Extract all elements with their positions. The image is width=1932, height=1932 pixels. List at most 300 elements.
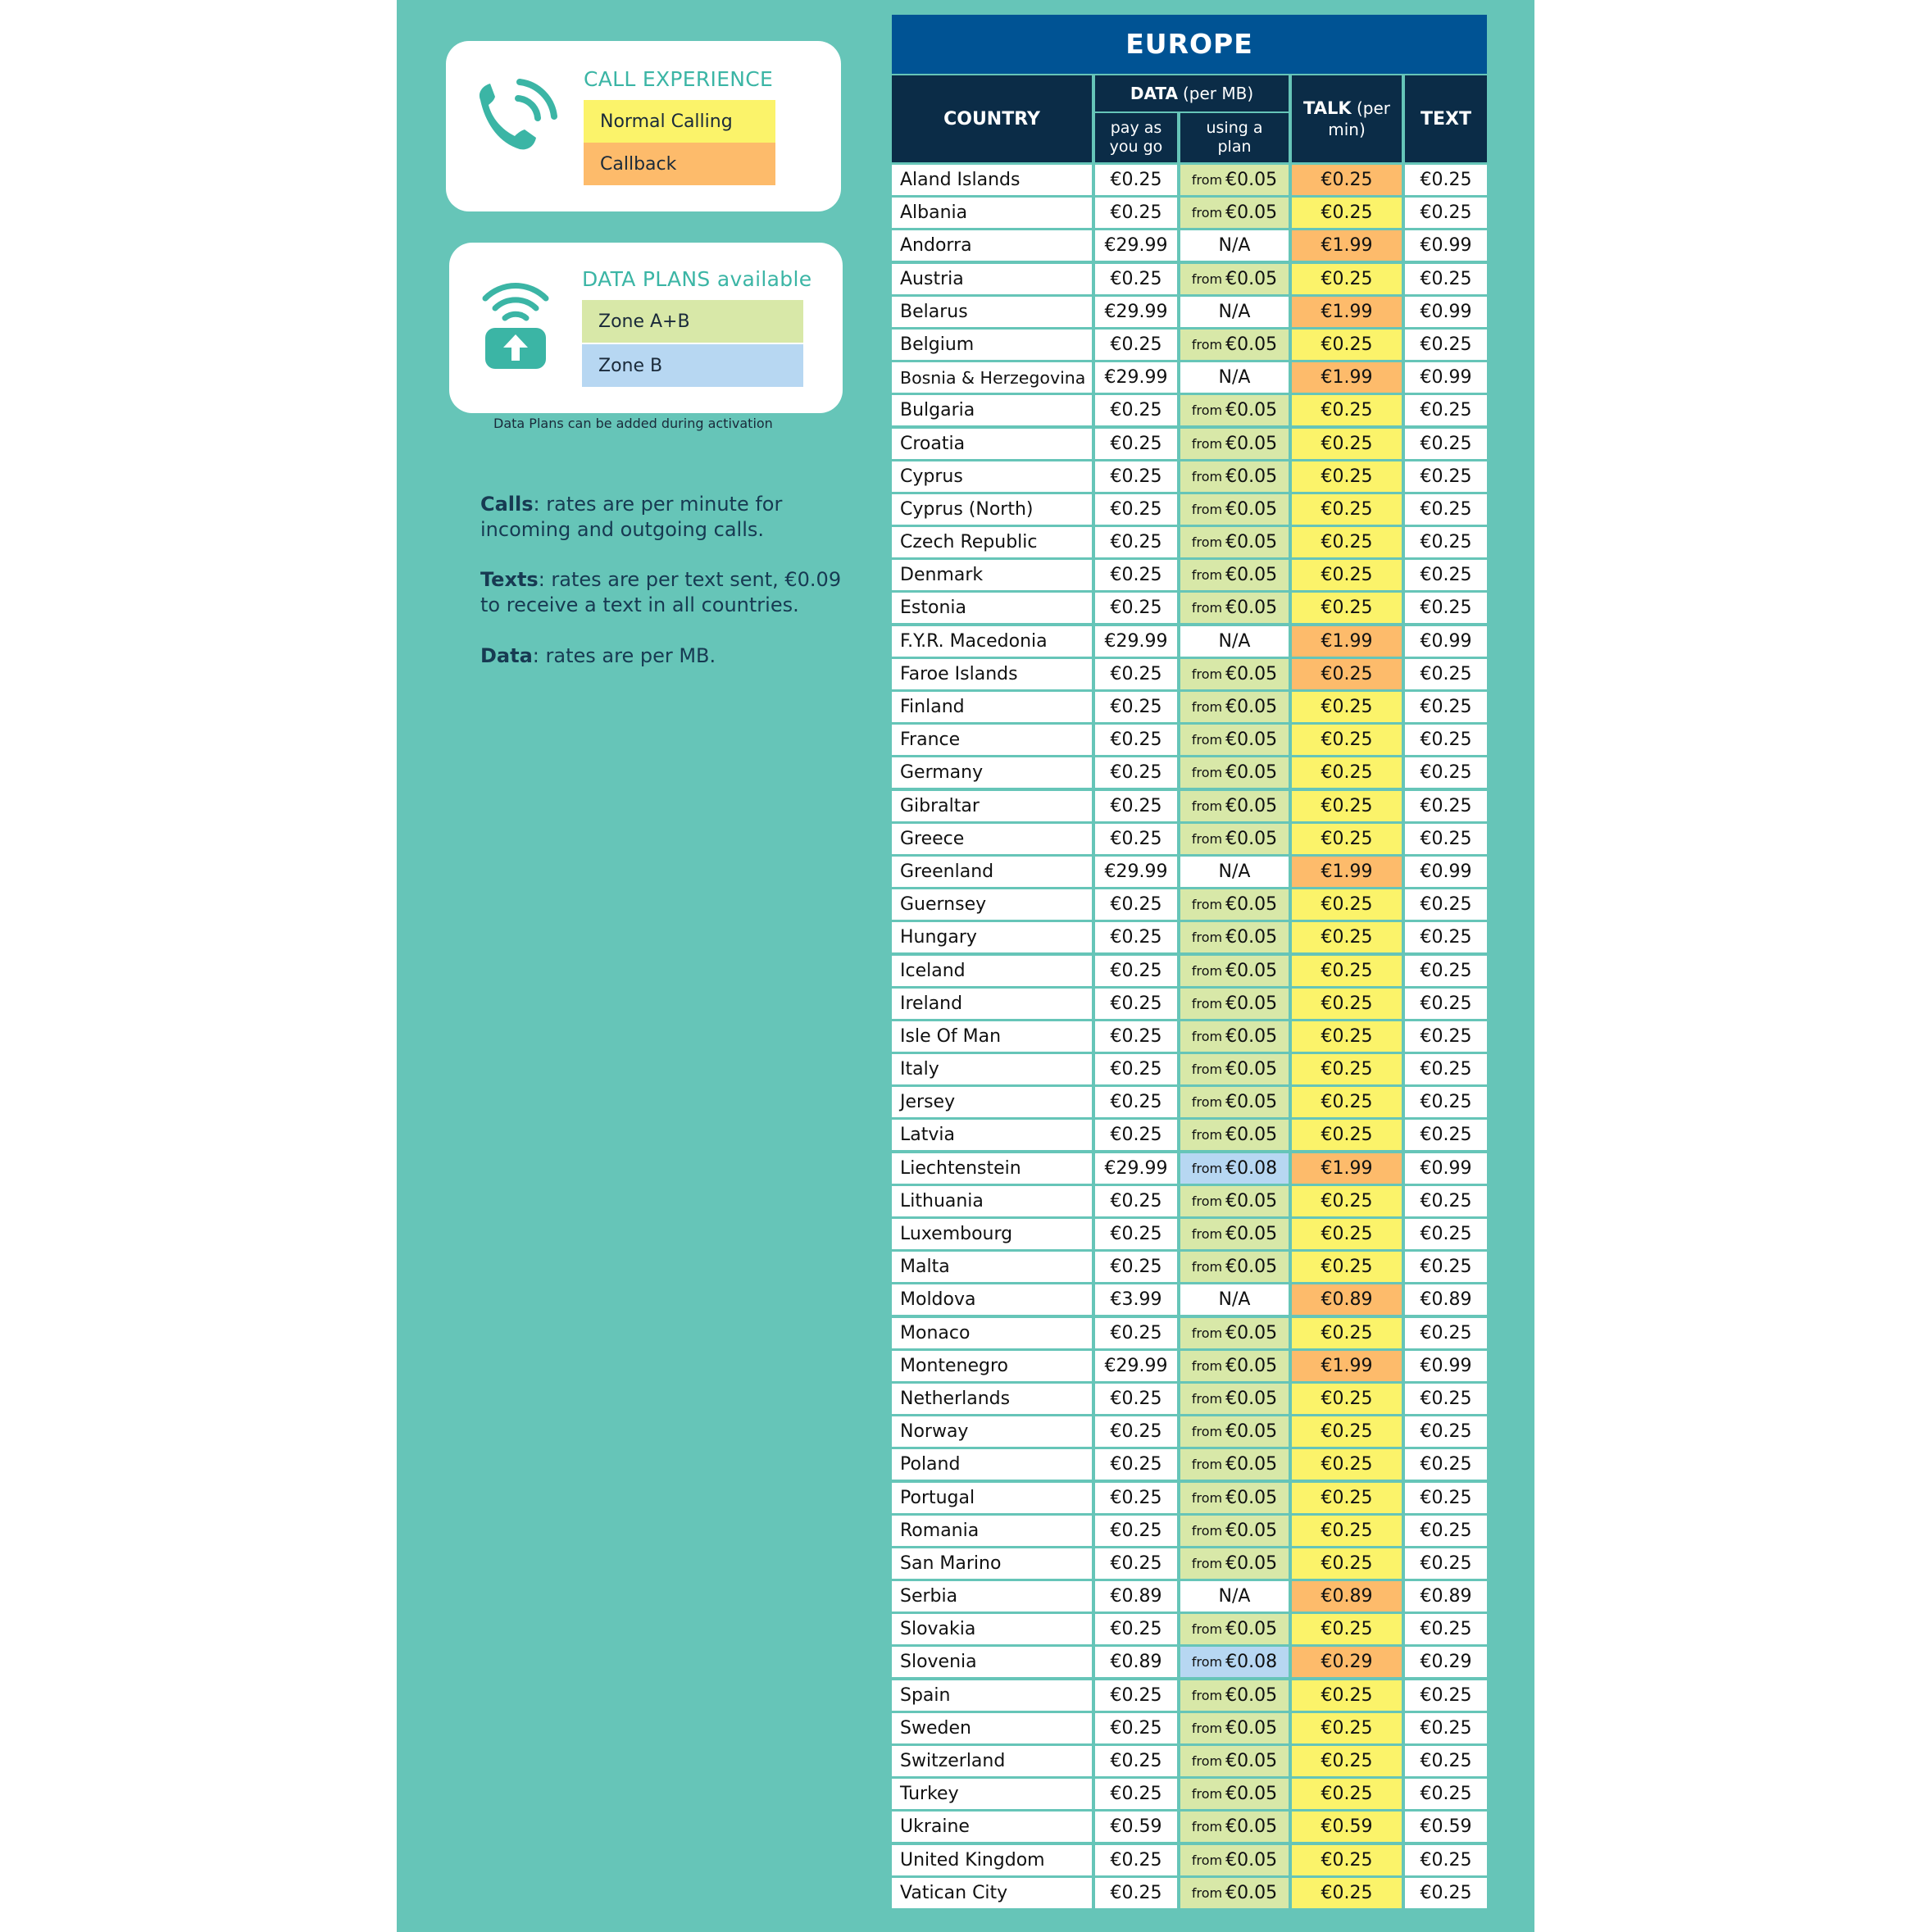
country-cell: Slovakia xyxy=(892,1614,1092,1644)
country-cell: Gibraltar xyxy=(892,791,1092,821)
talk-cell: €0.25 xyxy=(1292,1845,1402,1875)
table-row xyxy=(892,1809,1487,1842)
pay-as-you-go-cell: €0.25 xyxy=(1095,757,1177,788)
plan-value: €0.05 xyxy=(1225,1322,1278,1343)
header-using-a-plan: using a plan xyxy=(1180,113,1289,162)
table-row xyxy=(892,821,1487,854)
plan-cell xyxy=(1180,1284,1289,1315)
zone-ab-swatch: Zone A+B xyxy=(582,300,803,343)
from-label: from xyxy=(1191,765,1223,781)
plan-value: €0.05 xyxy=(1225,1717,1278,1739)
header-pay-as-you-go: pay as you go xyxy=(1095,113,1177,162)
text-cell: €0.25 xyxy=(1405,1449,1487,1480)
text-cell: €0.25 xyxy=(1405,1878,1487,1908)
calls-label: Calls xyxy=(480,493,534,516)
plan-value: €0.05 xyxy=(1225,532,1278,553)
plan-value: €0.05 xyxy=(1225,1421,1278,1443)
text-cell: €0.25 xyxy=(1405,198,1487,228)
plan-value: N/A xyxy=(1218,861,1251,882)
text-cell: €0.25 xyxy=(1405,1516,1487,1546)
country-cell: Czech Republic xyxy=(892,527,1092,557)
talk-cell: €0.25 xyxy=(1292,264,1402,294)
text-cell: €0.25 xyxy=(1405,1845,1487,1875)
plan-cell xyxy=(1180,989,1289,1019)
pay-as-you-go-cell: €0.25 xyxy=(1095,1021,1177,1052)
plan-cell xyxy=(1180,1581,1289,1612)
header-data xyxy=(1095,75,1289,111)
talk-cell: €0.25 xyxy=(1292,922,1402,952)
text-cell: €0.25 xyxy=(1405,494,1487,525)
text-cell: €0.25 xyxy=(1405,989,1487,1019)
pay-as-you-go-cell: €0.59 xyxy=(1095,1812,1177,1842)
table-row xyxy=(892,624,1487,657)
country-cell: Estonia xyxy=(892,593,1092,623)
table-row xyxy=(892,590,1487,623)
talk-cell: €0.25 xyxy=(1292,692,1402,722)
text-cell: €0.99 xyxy=(1405,362,1487,393)
table-row xyxy=(892,854,1487,887)
content-panel xyxy=(397,0,1534,1932)
country-cell: Belgium xyxy=(892,330,1092,360)
table-row xyxy=(892,1414,1487,1447)
text-cell: €0.25 xyxy=(1405,1779,1487,1809)
table-row xyxy=(892,755,1487,788)
from-label: from xyxy=(1191,1424,1223,1440)
calls-note xyxy=(480,492,857,543)
pay-as-you-go-cell: €0.25 xyxy=(1095,198,1177,228)
talk-cell: €0.25 xyxy=(1292,165,1402,195)
country-cell: Malta xyxy=(892,1252,1092,1282)
text-cell: €0.89 xyxy=(1405,1581,1487,1612)
plan-value: N/A xyxy=(1218,1586,1251,1607)
call-experience-legend xyxy=(446,41,841,211)
from-label: from xyxy=(1191,336,1223,352)
from-label: from xyxy=(1191,1357,1223,1374)
plan-cell xyxy=(1180,1548,1289,1579)
from-label: from xyxy=(1191,1259,1223,1275)
plan-cell xyxy=(1180,297,1289,327)
from-label: from xyxy=(1191,1786,1223,1802)
from-label: from xyxy=(1191,1193,1223,1209)
pay-as-you-go-cell: €0.25 xyxy=(1095,264,1177,294)
pay-as-you-go-cell: €29.99 xyxy=(1095,297,1177,327)
table-row xyxy=(892,327,1487,360)
text-cell: €0.25 xyxy=(1405,956,1487,986)
pay-as-you-go-cell: €0.89 xyxy=(1095,1581,1177,1612)
country-cell: San Marino xyxy=(892,1548,1092,1579)
plan-value: N/A xyxy=(1218,630,1251,652)
talk-cell: €0.25 xyxy=(1292,1779,1402,1809)
plan-cell xyxy=(1180,461,1289,492)
talk-cell: €1.99 xyxy=(1292,626,1402,657)
text-cell: €0.25 xyxy=(1405,922,1487,952)
country-cell: Moldova xyxy=(892,1284,1092,1315)
table-row xyxy=(892,261,1487,294)
table-row xyxy=(892,1711,1487,1743)
pay-as-you-go-cell: €0.25 xyxy=(1095,330,1177,360)
plan-cell xyxy=(1180,560,1289,590)
from-label: from xyxy=(1191,962,1223,979)
table-row xyxy=(892,1084,1487,1117)
header-talk xyxy=(1292,75,1402,162)
table-row xyxy=(892,1447,1487,1480)
country-cell: Norway xyxy=(892,1416,1092,1447)
plan-cell xyxy=(1180,1351,1289,1381)
plan-value: €0.05 xyxy=(1225,993,1278,1014)
plan-value: €0.05 xyxy=(1225,1751,1278,1771)
pay-as-you-go-cell: €29.99 xyxy=(1095,857,1177,887)
from-label: from xyxy=(1191,732,1223,748)
pay-as-you-go-cell: €0.25 xyxy=(1095,395,1177,425)
table-row xyxy=(892,1117,1487,1150)
text-cell: €0.25 xyxy=(1405,165,1487,195)
from-label: from xyxy=(1191,1390,1223,1407)
plan-value: €0.05 xyxy=(1225,1552,1278,1574)
pay-as-you-go-cell: €0.25 xyxy=(1095,956,1177,986)
text-cell: €0.25 xyxy=(1405,1252,1487,1282)
data-label: Data xyxy=(480,644,533,667)
table-row xyxy=(892,557,1487,590)
from-label: from xyxy=(1191,1325,1223,1341)
plan-cell xyxy=(1180,1153,1289,1184)
country-cell: Bosnia & Herzegovina xyxy=(892,362,1092,393)
talk-cell: €0.25 xyxy=(1292,593,1402,623)
table-row xyxy=(892,887,1487,920)
text-cell: €0.99 xyxy=(1405,857,1487,887)
pay-as-you-go-cell: €0.25 xyxy=(1095,1878,1177,1908)
table-row xyxy=(892,789,1487,821)
country-cell: Austria xyxy=(892,264,1092,294)
plan-cell xyxy=(1180,1087,1289,1117)
plan-cell xyxy=(1180,922,1289,952)
plan-value: N/A xyxy=(1218,1289,1251,1311)
plan-cell xyxy=(1180,429,1289,459)
europe-rates-table xyxy=(892,15,1487,1908)
talk-cell: €0.25 xyxy=(1292,989,1402,1019)
plan-value: €0.05 xyxy=(1225,1388,1278,1409)
text-cell: €0.25 xyxy=(1405,1054,1487,1084)
header-data-bold: DATA xyxy=(1130,84,1178,103)
from-label: from xyxy=(1191,1061,1223,1078)
plan-cell xyxy=(1180,725,1289,755)
table-row xyxy=(892,1776,1487,1809)
zone-b-swatch: Zone B xyxy=(582,344,803,387)
table-row xyxy=(892,1843,1487,1875)
country-cell: Hungary xyxy=(892,922,1092,952)
talk-cell: €1.99 xyxy=(1292,362,1402,393)
talk-cell: €0.25 xyxy=(1292,461,1402,492)
country-cell: Bulgaria xyxy=(892,395,1092,425)
text-cell: €0.25 xyxy=(1405,593,1487,623)
pay-as-you-go-cell: €0.25 xyxy=(1095,527,1177,557)
plan-value: €0.05 xyxy=(1225,1684,1278,1706)
plan-value: €0.05 xyxy=(1225,1224,1278,1244)
country-cell: United Kingdom xyxy=(892,1845,1092,1875)
from-label: from xyxy=(1191,1819,1223,1835)
plan-cell xyxy=(1180,494,1289,525)
country-cell: Slovenia xyxy=(892,1647,1092,1677)
talk-cell: €0.25 xyxy=(1292,757,1402,788)
pay-as-you-go-cell: €29.99 xyxy=(1095,230,1177,261)
pay-as-you-go-cell: €29.99 xyxy=(1095,1153,1177,1184)
country-cell: Ireland xyxy=(892,989,1092,1019)
plan-value: €0.05 xyxy=(1225,170,1278,190)
text-cell: €0.25 xyxy=(1405,1746,1487,1776)
from-label: from xyxy=(1191,930,1223,946)
plan-cell xyxy=(1180,692,1289,722)
plan-cell xyxy=(1180,527,1289,557)
country-cell: Jersey xyxy=(892,1087,1092,1117)
texts-note xyxy=(480,567,857,618)
phone-icon xyxy=(469,75,561,167)
pay-as-you-go-cell: €0.25 xyxy=(1095,989,1177,1019)
country-cell: Guernsey xyxy=(892,889,1092,920)
country-cell: Switzerland xyxy=(892,1746,1092,1776)
pay-as-you-go-cell: €0.25 xyxy=(1095,692,1177,722)
from-label: from xyxy=(1191,830,1223,847)
from-label: from xyxy=(1191,1753,1223,1769)
from-label: from xyxy=(1191,468,1223,484)
from-label: from xyxy=(1191,1226,1223,1242)
plan-cell xyxy=(1180,1713,1289,1743)
talk-cell: €1.99 xyxy=(1292,1153,1402,1184)
texts-label: Texts xyxy=(480,568,539,591)
table-row xyxy=(892,228,1487,261)
plan-cell xyxy=(1180,1318,1289,1348)
pay-as-you-go-cell: €0.25 xyxy=(1095,1120,1177,1150)
from-label: from xyxy=(1191,172,1223,188)
plan-cell xyxy=(1180,165,1289,195)
talk-cell: €0.25 xyxy=(1292,1416,1402,1447)
pay-as-you-go-cell: €0.25 xyxy=(1095,791,1177,821)
plan-cell xyxy=(1180,1416,1289,1447)
country-cell: Sweden xyxy=(892,1713,1092,1743)
plan-value: €0.05 xyxy=(1225,828,1278,849)
text-cell: €0.25 xyxy=(1405,330,1487,360)
plan-cell xyxy=(1180,1779,1289,1809)
country-cell: Lithuania xyxy=(892,1186,1092,1216)
country-cell: Greenland xyxy=(892,857,1092,887)
plan-cell xyxy=(1180,889,1289,920)
talk-cell: €0.25 xyxy=(1292,1713,1402,1743)
table-row xyxy=(892,525,1487,557)
table-row xyxy=(892,657,1487,689)
country-cell: Spain xyxy=(892,1680,1092,1711)
pay-as-you-go-cell: €0.25 xyxy=(1095,824,1177,854)
pay-as-you-go-cell: €0.89 xyxy=(1095,1647,1177,1677)
pay-as-you-go-cell: €0.25 xyxy=(1095,1614,1177,1644)
text-cell: €0.25 xyxy=(1405,1318,1487,1348)
text-cell: €0.59 xyxy=(1405,1812,1487,1842)
plan-value: €0.05 xyxy=(1225,1619,1278,1640)
table-row xyxy=(892,1151,1487,1184)
country-cell: Vatican City xyxy=(892,1878,1092,1908)
from-label: from xyxy=(1191,1621,1223,1638)
pay-as-you-go-cell: €0.25 xyxy=(1095,165,1177,195)
table-row xyxy=(892,1480,1487,1513)
talk-cell: €0.25 xyxy=(1292,1680,1402,1711)
pay-as-you-go-cell: €29.99 xyxy=(1095,626,1177,657)
pay-as-you-go-cell: €0.25 xyxy=(1095,1516,1177,1546)
from-label: from xyxy=(1191,1852,1223,1868)
pay-as-you-go-cell: €0.25 xyxy=(1095,1845,1177,1875)
plan-value: €0.05 xyxy=(1225,598,1278,619)
country-cell: Croatia xyxy=(892,429,1092,459)
talk-cell: €0.25 xyxy=(1292,1878,1402,1908)
pay-as-you-go-cell: €0.25 xyxy=(1095,1548,1177,1579)
from-label: from xyxy=(1191,1028,1223,1044)
talk-cell: €0.25 xyxy=(1292,560,1402,590)
plan-cell xyxy=(1180,956,1289,986)
talk-cell: €0.25 xyxy=(1292,824,1402,854)
pay-as-you-go-cell: €0.25 xyxy=(1095,1449,1177,1480)
from-label: from xyxy=(1191,501,1223,517)
plan-value: N/A xyxy=(1218,235,1251,257)
country-cell: Cyprus xyxy=(892,461,1092,492)
plan-cell xyxy=(1180,1647,1289,1677)
from-label: from xyxy=(1191,666,1223,682)
text-cell: €0.99 xyxy=(1405,1153,1487,1184)
talk-cell: €0.25 xyxy=(1292,725,1402,755)
text-cell: €0.99 xyxy=(1405,297,1487,327)
country-cell: Italy xyxy=(892,1054,1092,1084)
pay-as-you-go-cell: €0.25 xyxy=(1095,1483,1177,1513)
country-cell: Ukraine xyxy=(892,1812,1092,1842)
plan-cell xyxy=(1180,1219,1289,1249)
from-label: from xyxy=(1191,600,1223,616)
table-row xyxy=(892,920,1487,952)
table-row xyxy=(892,459,1487,492)
header-data-rest: (per MB) xyxy=(1182,84,1254,103)
table-row xyxy=(892,1743,1487,1776)
text-cell: €0.25 xyxy=(1405,429,1487,459)
text-cell: €0.25 xyxy=(1405,1186,1487,1216)
pay-as-you-go-cell: €29.99 xyxy=(1095,1351,1177,1381)
pay-as-you-go-cell: €0.25 xyxy=(1095,725,1177,755)
country-cell: Liechtenstein xyxy=(892,1153,1092,1184)
text-cell: €0.25 xyxy=(1405,1483,1487,1513)
pay-as-you-go-cell: €0.25 xyxy=(1095,889,1177,920)
plan-value: €0.05 xyxy=(1225,730,1278,751)
country-cell: Turkey xyxy=(892,1779,1092,1809)
plan-value: €0.05 xyxy=(1225,1092,1278,1113)
normal-calling-swatch: Normal Calling xyxy=(584,100,775,143)
talk-cell: €0.25 xyxy=(1292,1548,1402,1579)
plan-cell xyxy=(1180,230,1289,261)
call-experience-title: CALL EXPERIENCE xyxy=(584,67,774,91)
table-row xyxy=(892,294,1487,327)
country-cell: Portugal xyxy=(892,1483,1092,1513)
pay-as-you-go-cell: €0.25 xyxy=(1095,1384,1177,1414)
text-cell: €0.25 xyxy=(1405,791,1487,821)
table-row xyxy=(892,722,1487,755)
country-cell: Montenegro xyxy=(892,1351,1092,1381)
plan-value: €0.05 xyxy=(1225,433,1278,454)
plan-value: €0.05 xyxy=(1225,697,1278,717)
text-cell: €0.25 xyxy=(1405,889,1487,920)
plan-value: €0.05 xyxy=(1225,795,1278,816)
country-cell: Serbia xyxy=(892,1581,1092,1612)
table-row xyxy=(892,360,1487,393)
from-label: from xyxy=(1191,1884,1223,1901)
plan-value: €0.05 xyxy=(1225,927,1278,948)
talk-cell: €1.99 xyxy=(1292,857,1402,887)
table-row xyxy=(892,986,1487,1019)
text-cell: €0.99 xyxy=(1405,626,1487,657)
table-row xyxy=(892,1875,1487,1908)
plan-cell xyxy=(1180,1186,1289,1216)
country-cell: F.Y.R. Macedonia xyxy=(892,626,1092,657)
plan-value: €0.05 xyxy=(1225,1487,1278,1508)
wifi-upload-icon xyxy=(479,274,552,372)
data-plans-note: Data Plans can be added during activation xyxy=(493,416,773,431)
text-cell: €0.25 xyxy=(1405,824,1487,854)
plan-value: €0.08 xyxy=(1225,1157,1278,1179)
data-plans-title: DATA PLANS available xyxy=(582,267,812,291)
plan-value: €0.05 xyxy=(1225,1784,1278,1805)
plan-value: €0.05 xyxy=(1225,1025,1278,1047)
plan-value: €0.05 xyxy=(1225,268,1278,289)
table-row xyxy=(892,1579,1487,1612)
talk-cell: €0.25 xyxy=(1292,1186,1402,1216)
from-label: from xyxy=(1191,1555,1223,1571)
talk-cell: €0.25 xyxy=(1292,1219,1402,1249)
text-cell: €0.25 xyxy=(1405,1548,1487,1579)
from-label: from xyxy=(1191,1127,1223,1143)
table-row xyxy=(892,1678,1487,1711)
pay-as-you-go-cell: €0.25 xyxy=(1095,1746,1177,1776)
talk-cell: €0.25 xyxy=(1292,791,1402,821)
plan-cell xyxy=(1180,1483,1289,1513)
plan-cell xyxy=(1180,1812,1289,1842)
talk-cell: €0.89 xyxy=(1292,1284,1402,1315)
text-cell: €0.25 xyxy=(1405,264,1487,294)
text-cell: €0.25 xyxy=(1405,1680,1487,1711)
text-cell: €0.25 xyxy=(1405,527,1487,557)
table-row xyxy=(892,162,1487,195)
country-cell: Cyprus (North) xyxy=(892,494,1092,525)
text-cell: €0.25 xyxy=(1405,659,1487,689)
table-row xyxy=(892,1644,1487,1677)
header-talk-rest: (per min) xyxy=(1328,98,1390,139)
table-row xyxy=(892,1019,1487,1052)
table-row xyxy=(892,1513,1487,1546)
text-cell: €0.25 xyxy=(1405,1384,1487,1414)
plan-value: €0.05 xyxy=(1225,1257,1278,1278)
country-cell: Aland Islands xyxy=(892,165,1092,195)
data-plans-legend xyxy=(449,243,843,413)
table-row xyxy=(892,1612,1487,1644)
from-label: from xyxy=(1191,1654,1223,1671)
plan-value: €0.05 xyxy=(1225,498,1278,520)
table-row xyxy=(892,1216,1487,1249)
header-country: COUNTRY xyxy=(892,75,1092,162)
text-cell: €0.25 xyxy=(1405,1713,1487,1743)
country-cell: Iceland xyxy=(892,956,1092,986)
plan-value: €0.05 xyxy=(1225,1816,1278,1838)
text-cell: €0.25 xyxy=(1405,692,1487,722)
talk-cell: €0.25 xyxy=(1292,1746,1402,1776)
talk-cell: €0.25 xyxy=(1292,1483,1402,1513)
from-label: from xyxy=(1191,534,1223,551)
plan-value: €0.05 xyxy=(1225,1190,1278,1211)
talk-cell: €0.29 xyxy=(1292,1647,1402,1677)
table-row xyxy=(892,1249,1487,1282)
from-label: from xyxy=(1191,1160,1223,1176)
calls-text: : rates are per minute for incoming and outgoing calls. xyxy=(480,493,783,541)
plan-value: €0.05 xyxy=(1225,400,1278,421)
from-label: from xyxy=(1191,1522,1223,1539)
